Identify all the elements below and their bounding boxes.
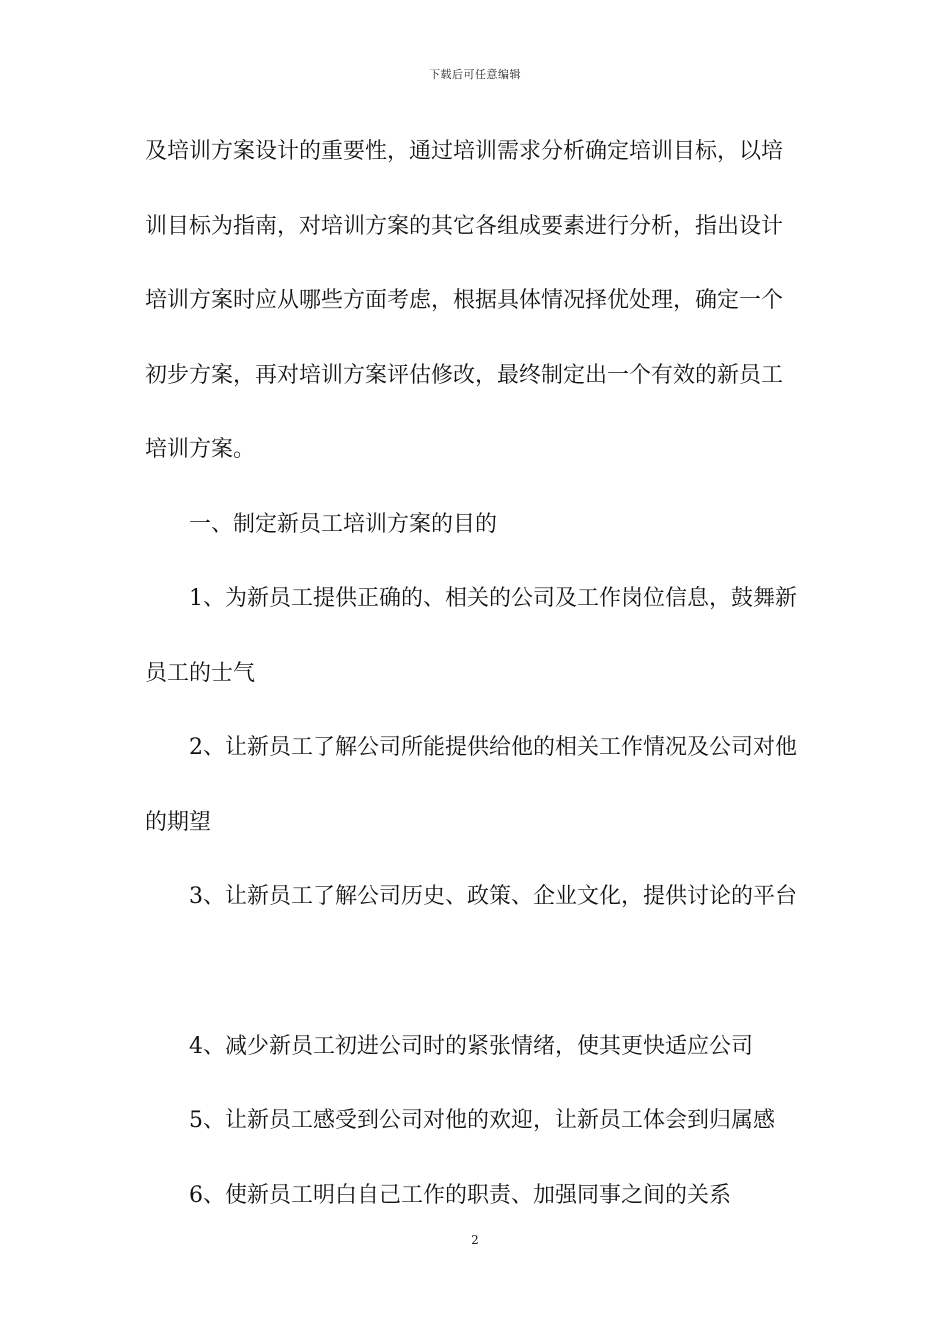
body-line-3: 培训方案时应从哪些方面考虑，根据具体情况择优处理，确定一个 [145, 288, 784, 313]
list-item-4: 4、减少新员工初进公司时的紧张情绪，使其更快适应公司 [189, 1034, 753, 1059]
list-item-1-line-2: 员工的士气 [145, 661, 256, 686]
body-line-1: 及培训方案设计的重要性，通过培训需求分析确定培训目标，以培 [145, 139, 784, 164]
section-heading: 一、制定新员工培训方案的目的 [189, 512, 498, 537]
list-item-1-line-1: 1、为新员工提供正确的、相关的公司及工作岗位信息，鼓舞新 [189, 586, 797, 611]
body-line-4: 初步方案，再对培训方案评估修改，最终制定出一个有效的新员工 [145, 363, 784, 388]
page-number: 2 [471, 1233, 479, 1247]
list-item-2-line-1: 2、让新员工了解公司所能提供给他的相关工作情况及公司对他 [189, 735, 797, 760]
list-item-6: 6、使新员工明白自己工作的职责、加强同事之间的关系 [189, 1183, 731, 1208]
body-line-5: 培训方案。 [145, 437, 256, 462]
body-line-2: 训目标为指南，对培训方案的其它各组成要素进行分析，指出设计 [145, 214, 784, 239]
page-header: 下载后可任意编辑 [429, 68, 521, 81]
list-item-5: 5、让新员工感受到公司对他的欢迎，让新员工体会到归属感 [189, 1108, 775, 1133]
list-item-2-line-2: 的期望 [145, 810, 212, 835]
list-item-3: 3、让新员工了解公司历史、政策、企业文化，提供讨论的平台 [189, 884, 797, 909]
